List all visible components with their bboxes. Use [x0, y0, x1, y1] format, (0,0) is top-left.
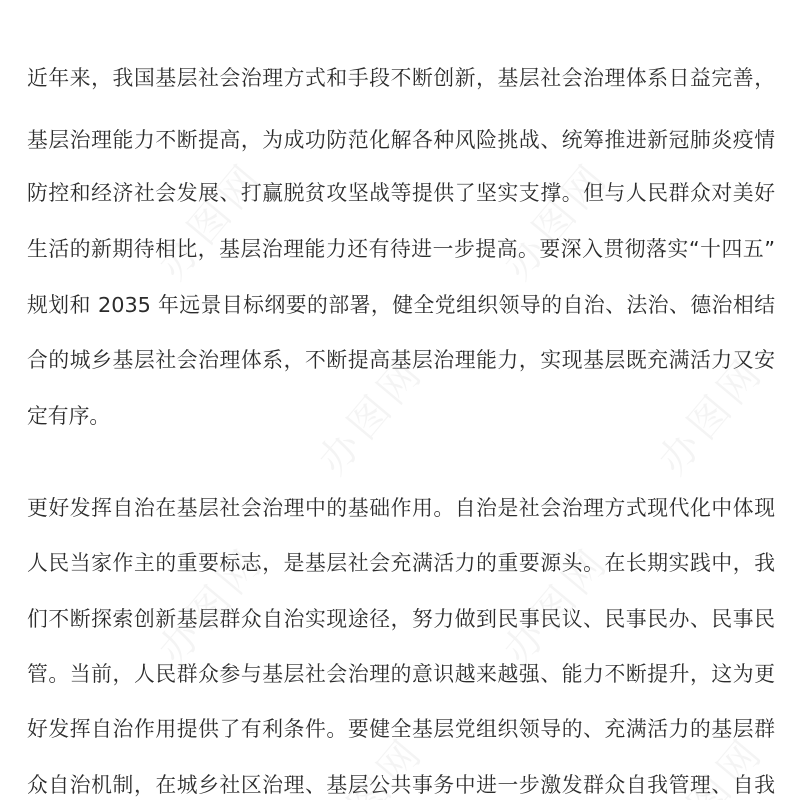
- paragraph-line: 合的城乡基层社会治理体系，不断提高基层治理能力，实现基层既充满活力又安: [27, 348, 775, 372]
- paragraph-line: 们不断探索创新基层群众自治实现途径，努力做到民事民议、民事民办、民事民: [27, 607, 775, 631]
- paragraph-line: 生活的新期待相比，基层治理能力还有待进一步提高。要深入贯彻落实“十四五”: [27, 237, 775, 261]
- paragraph-line: 防控和经济社会发展、打赢脱贫攻坚战等提供了坚实支撑。但与人民群众对美好: [27, 181, 775, 205]
- paragraph-line: 众自治机制，在城乡社区治理、基层公共事务中进一步激发群众自我管理、自我: [27, 773, 775, 797]
- watermark: [143, 147, 275, 289]
- paragraph-line: 规划和 2035 年远景目标纲要的部署，健全党组织领导的自治、法治、德治相结: [27, 293, 775, 317]
- paragraph-line: 基层治理能力不断提高，为成功防范化解各种风险挑战、统筹推进新冠肺炎疫情: [27, 128, 775, 152]
- paragraph-line: 人民当家作主的重要标志，是基层社会充满活力的重要源头。在长期实践中，我: [27, 551, 775, 575]
- paragraph-line: 更好发挥自治在基层社会治理中的基础作用。自治是社会治理方式现代化中体现: [27, 496, 775, 520]
- paragraph-line: 好发挥自治作用提供了有利条件。要健全基层党组织领导的、充满活力的基层群: [27, 717, 775, 741]
- paragraph-line: 定有序。: [27, 404, 111, 428]
- paragraph-line: 近年来，我国基层社会治理方式和手段不断创新，基层社会治理体系日益完善，: [27, 66, 775, 90]
- paragraph-line: 管。当前，人民群众参与基层社会治理的意识越来越强、能力不断提升，这为更: [27, 662, 775, 686]
- watermark: [488, 147, 620, 289]
